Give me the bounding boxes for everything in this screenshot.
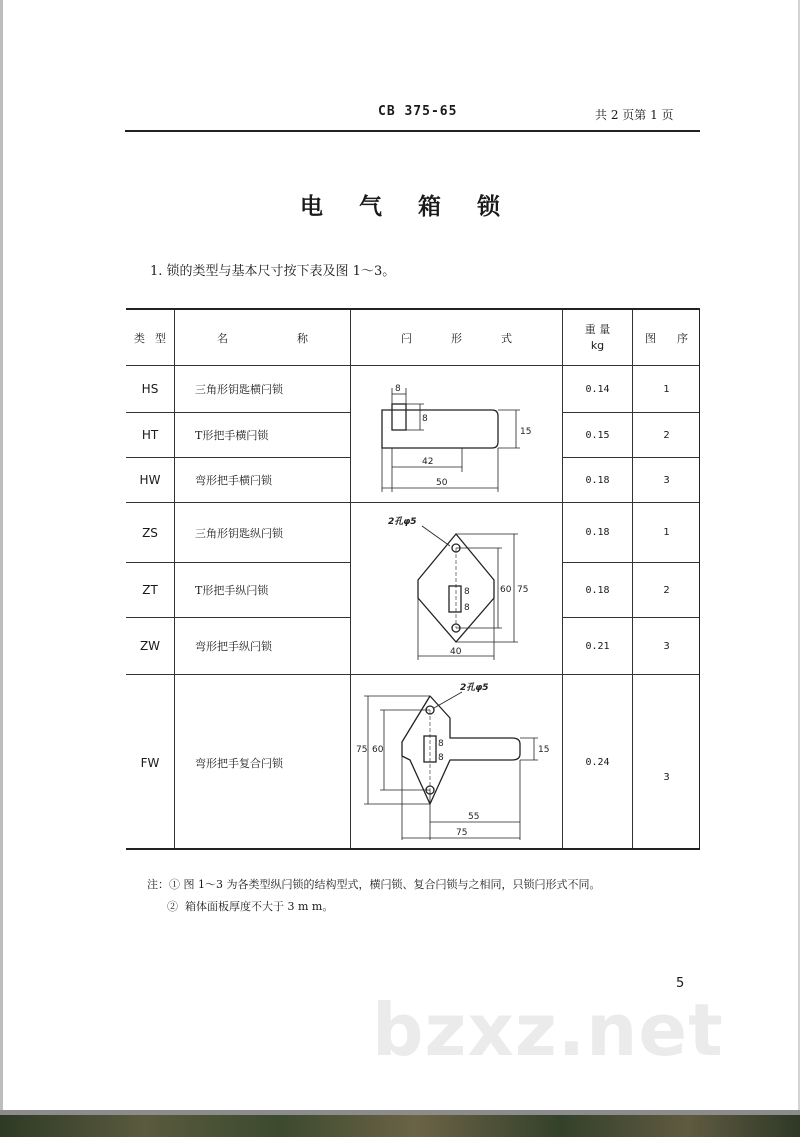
watermark: bzxz.net xyxy=(372,988,724,1072)
document-title: 电 气 箱 锁 xyxy=(299,193,515,220)
dim-label: 8 xyxy=(422,414,428,424)
row-seq: 3 xyxy=(663,474,670,486)
dim-label: 60 xyxy=(500,585,512,595)
header-name: 名 称 xyxy=(217,331,308,345)
dim-label: 42 xyxy=(422,457,434,467)
row-name: 弯形把手纵闩锁 xyxy=(195,640,272,653)
left-page-edge xyxy=(0,0,3,1137)
dim-label: 15 xyxy=(520,427,532,437)
row-seq: 3 xyxy=(663,772,670,783)
dim-label: 55 xyxy=(468,812,480,822)
row-name: 三角形钥匙横闩锁 xyxy=(195,383,283,396)
row-seq: 1 xyxy=(663,527,670,538)
lock-types-table xyxy=(126,308,700,850)
row-name: 弯形把手复合闩锁 xyxy=(195,756,283,770)
dim-label: 40 xyxy=(450,647,462,657)
dim-label: 60 xyxy=(372,745,384,755)
header-type: 类 型 xyxy=(134,331,166,345)
dim-label: 75 xyxy=(456,828,468,838)
dim-label: 75 xyxy=(517,585,529,595)
note-2 xyxy=(147,898,333,914)
header-seq: 图 序 xyxy=(645,331,688,345)
row-name: 三角形钥匙纵闩锁 xyxy=(195,526,283,540)
row-name: 弯形把手横闩锁 xyxy=(195,474,272,487)
row-type-code: HW xyxy=(139,473,161,487)
dim-label: 50 xyxy=(436,478,448,488)
vertical-latch-drawing xyxy=(352,508,560,670)
row-weight: 0.14 xyxy=(585,383,610,395)
row-weight: 0.18 xyxy=(585,527,610,538)
dim-label: 15 xyxy=(538,745,550,755)
note-2-text: 箱体面板厚度不大于 3 m m。 xyxy=(185,900,334,913)
header-form: 闩 形 式 xyxy=(401,331,512,345)
row-name: T形把手纵闩锁 xyxy=(195,584,269,597)
row-name: T形把手横闩锁 xyxy=(195,429,269,442)
row-type-code: HS xyxy=(141,382,159,396)
row-seq: 3 xyxy=(663,640,670,652)
composite-latch-drawing xyxy=(352,678,560,850)
row-type-code: ZT xyxy=(142,583,158,597)
horizontal-latch-drawing xyxy=(352,372,560,498)
dim-label: 75 xyxy=(356,745,368,755)
row-type-code: FW xyxy=(140,755,160,770)
row-weight: 0.15 xyxy=(585,429,610,441)
bottom-background-strip xyxy=(0,1115,800,1137)
note-1: 注：① 图 1～3 为各类型纵闩锁的结构型式，横闩锁、复合闩锁与之相同，只锁闩形式不同。 xyxy=(147,878,601,891)
row-type-code: ZS xyxy=(142,525,158,540)
row-weight: 0.24 xyxy=(585,757,610,768)
row-weight: 0.21 xyxy=(585,640,610,652)
header-rule xyxy=(125,130,700,132)
header-weight: 重 量 kg xyxy=(584,322,611,352)
dim-label: 8 xyxy=(464,587,470,597)
dim-label: 8 xyxy=(438,739,444,749)
row-weight: 0.18 xyxy=(585,584,610,596)
row-seq: 2 xyxy=(663,429,670,441)
standard-code: CB 375-65 xyxy=(378,104,458,119)
dim-label: 8 xyxy=(438,753,444,763)
page-info: 共 2 页第 1 页 xyxy=(595,108,674,122)
dim-label: 8 xyxy=(464,603,470,613)
page-number: 5 xyxy=(676,976,685,991)
row-type-code: HT xyxy=(141,428,159,442)
hole-label: 2孔φ5 xyxy=(388,517,417,527)
row-seq: 1 xyxy=(663,383,670,395)
intro-paragraph: 1. 锁的类型与基本尺寸按下表及图 1～3。 xyxy=(150,264,396,279)
note-2-number: ② xyxy=(167,900,178,913)
row-weight: 0.18 xyxy=(585,474,610,486)
hole-label: 2孔φ5 xyxy=(460,683,489,693)
dim-label: 8 xyxy=(395,384,401,394)
row-type-code: ZW xyxy=(139,639,161,653)
row-seq: 2 xyxy=(663,584,670,596)
